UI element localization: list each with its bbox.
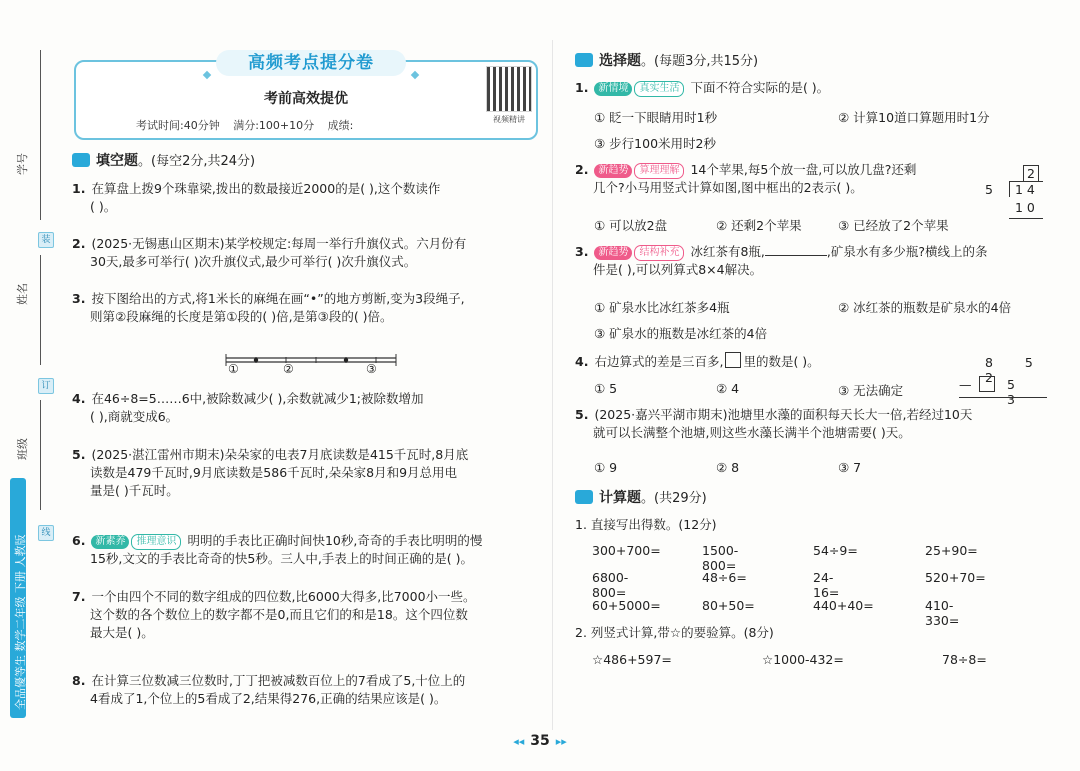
tag-new-literacy: 新素养	[91, 535, 129, 549]
exam-time: 考试时间:40分钟	[136, 119, 220, 132]
rope-label-1: ①	[228, 362, 239, 376]
tag-structure-supplement: 结构补充	[634, 245, 684, 261]
choice-option[interactable]: ① 5	[594, 381, 618, 396]
margin-rule	[40, 50, 41, 220]
calc-item[interactable]: 60+5000=	[592, 598, 661, 613]
section-badge-icon	[575, 490, 593, 504]
calc-item[interactable]: 1500-800=	[702, 543, 739, 573]
exam-subtitle: 考前高效提优	[264, 91, 348, 107]
margin-tag-3: 线	[38, 525, 54, 541]
vertical-calc-item[interactable]: ☆1000-432=	[762, 652, 844, 667]
question-1: 1. 在算盘上拨9个珠靠梁,拨出的数最接近2000的是( ),这个数读作 ( )。	[72, 181, 441, 214]
tag-real-life: 真实生活	[634, 81, 684, 97]
choice-option[interactable]: ② 计算10道口算题用时1分	[838, 110, 990, 125]
calc-item[interactable]: 6800-800=	[592, 570, 629, 600]
calc-item[interactable]: 410-330=	[925, 598, 960, 628]
next-arrow-icon: ▸▸	[555, 735, 567, 748]
minus-sign: —	[959, 377, 972, 392]
long-division-diagram	[985, 165, 1045, 225]
choice-option[interactable]: ① 9	[594, 460, 618, 475]
choice-option[interactable]: ② 冰红茶的瓶数是矿泉水的4倍	[838, 300, 1012, 315]
subtrahend-box[interactable]	[979, 376, 995, 392]
choice-option[interactable]: ② 还剩2个苹果	[716, 218, 802, 233]
calc-item[interactable]: 440+40=	[813, 598, 874, 613]
section-calculation: 计算题。(共29分)	[575, 487, 707, 507]
prev-arrow-icon: ◂◂	[513, 735, 525, 748]
page-gutter	[552, 40, 553, 730]
name-label: 姓名	[16, 283, 29, 305]
answer-box[interactable]	[725, 352, 741, 368]
choice-question-5: 5. (2025·嘉兴平湖市期末)池塘里水藻的面积每天长大一倍,若经过10天 就可以长满整个池塘,则这些水藻长满半个池塘需要( )天。	[575, 407, 973, 440]
blank-line[interactable]	[765, 243, 827, 256]
margin-tag-1: 装	[38, 232, 54, 248]
exam-result: 成绩:	[327, 119, 354, 132]
rope-label-3: ③	[366, 362, 377, 376]
choice-option[interactable]: ① 可以放2盘	[594, 218, 668, 233]
calc-item[interactable]: 300+700=	[592, 543, 661, 558]
exam-info	[136, 117, 363, 133]
question-4: 4. 在46÷8=5……6中,被除数减少( ),余数就减少1;被除数增加 ( ),商就变成6。	[72, 391, 424, 424]
choice-option[interactable]: ③ 矿泉水的瓶数是冰红茶的4倍	[594, 326, 768, 341]
result-line	[959, 397, 1047, 398]
calc-item[interactable]: 80+50=	[702, 598, 755, 613]
question-8: 8. 在计算三位数减三位数时,丁丁把被减数百位上的7看成了5,十位上的 4看成了1,个位上的5看成了2,结果得276,正确的结果应该是( )。	[72, 673, 466, 706]
tag-new-trend: 新趋势	[594, 246, 632, 260]
section-multiple-choice: 选择题。(每题3分,共15分)	[575, 50, 758, 70]
choice-option[interactable]: ② 4	[716, 381, 740, 396]
choice-question-4: 4. 右边算式的差是三百多, 里的数是( )。	[575, 354, 820, 369]
exam-full-score: 满分:100+10分	[233, 119, 315, 132]
divisor: 5	[985, 182, 993, 197]
question-7: 7. 一个由四个不同的数字组成的四位数,比6000大得多,比7000小一些。 这个数的各个数位上的数字都不是0,而且它们的和是18。这个四位数 最大是( )。	[72, 589, 476, 640]
choice-question-3: 3. 新趋势 结构补充 冰红茶有8瓶, ,矿泉水有多少瓶?横线上的条 件是( ),可以列算式8×4解决。	[575, 244, 988, 277]
calc-part-2-label: 2. 列竖式计算,带☆的要验算。(8分)	[575, 625, 774, 640]
choice-option[interactable]: ① 眨一下眼睛用时1秒	[594, 110, 718, 125]
margin-rule	[40, 400, 41, 510]
class-label: 班级	[16, 438, 29, 460]
calc-item[interactable]: 48÷6=	[702, 570, 747, 585]
choice-question-1: 1. 新情境 真实生活 下面不符合实际的是( )。	[575, 80, 830, 95]
calc-item[interactable]: 24-16=	[813, 570, 840, 600]
dividend: 1 4	[1015, 182, 1035, 197]
choice-option[interactable]: ③ 无法确定	[838, 383, 904, 398]
calc-item[interactable]: 54÷9=	[813, 543, 858, 558]
choice-option[interactable]: ③ 步行100米用时2秒	[594, 136, 716, 151]
question-3: 3. 按下图给出的方式,将1米长的麻绳在画“•”的地方剪断,变为3段绳子, 则第②段麻绳的长度是第①段的( )倍,是第③段的( )倍。	[72, 291, 465, 324]
book-spine-label: 全品優等生 数学二年级 下册 人教版	[10, 478, 26, 718]
division-bracket	[1009, 181, 1010, 197]
calc-item[interactable]: 25+90=	[925, 543, 978, 558]
choice-option[interactable]: ③ 已经放了2个苹果	[838, 218, 949, 233]
banner-dot	[203, 71, 211, 79]
student-no-label: 学号	[16, 153, 29, 175]
exam-header	[74, 53, 538, 140]
rope-label-2: ②	[283, 362, 294, 376]
question-2: 2. (2025·无锡惠山区期末)某学校规定:每周一举行升旗仪式。六月份有 30天,最多可举行( )次升旗仪式,最少可举行( )次升旗仪式。	[72, 236, 467, 269]
exam-title: 高频考点提分卷	[216, 50, 406, 76]
choice-option[interactable]: ① 矿泉水比冰红茶多4瓶	[594, 300, 730, 315]
quotient-box: 2	[1023, 165, 1039, 182]
banner-dot	[411, 71, 419, 79]
qr-code-icon[interactable]	[486, 66, 532, 112]
question-6: 6. 新素养 推理意识 明明的手表比正确时间快10秒,奇奇的手表比明明的慢 15秒,文文的手表比奇奇的快5秒。三人中,手表上的时间正确的是( )。	[72, 533, 483, 566]
section-badge-icon	[72, 153, 90, 167]
vertical-subtraction	[955, 355, 1055, 407]
division-line	[1009, 218, 1043, 219]
qr-label: 视频精讲	[493, 115, 525, 124]
tag-new-trend: 新趋势	[594, 164, 632, 178]
margin-tag-2: 订	[38, 378, 54, 394]
partial-product: 1 0	[1015, 200, 1035, 215]
question-5: 5. (2025·湛江雷州市期末)朵朵家的电表7月底读数是415千瓦时,8月底 读数是479千瓦时,9月底读数是586千瓦时,朵朵家8月和9月总用电 量是( )千瓦时。	[72, 447, 469, 498]
tag-arithmetic-understanding: 算理理解	[634, 163, 684, 179]
page-number: ◂◂ 35 ▸▸	[513, 733, 567, 749]
section-fill-blank: 填空题。(每空2分,共24分)	[72, 150, 255, 170]
choice-option[interactable]: ② 8	[716, 460, 740, 475]
subtrahend: 5 3	[1007, 377, 1029, 407]
calc-item[interactable]: 520+70=	[925, 570, 986, 585]
calc-part-1-label: 1. 直接写出得数。(12分)	[575, 517, 717, 532]
section-badge-icon	[575, 53, 593, 67]
vertical-calc-item[interactable]: ☆486+597=	[592, 652, 672, 667]
margin-rule	[40, 255, 41, 365]
minuend: 8 5 2	[985, 355, 1047, 385]
choice-question-2: 2. 新趋势 算理理解 14个苹果,每5个放一盘,可以放几盘?还剩 几个?小马用竖式计算如图,图中框出的2表示( )。	[575, 162, 917, 195]
tag-new-context: 新情境	[594, 82, 632, 96]
vertical-calc-item[interactable]: 78÷8=	[942, 652, 987, 667]
binding-margin	[0, 0, 62, 771]
choice-option[interactable]: ③ 7	[838, 460, 862, 475]
tag-reasoning: 推理意识	[131, 534, 181, 550]
